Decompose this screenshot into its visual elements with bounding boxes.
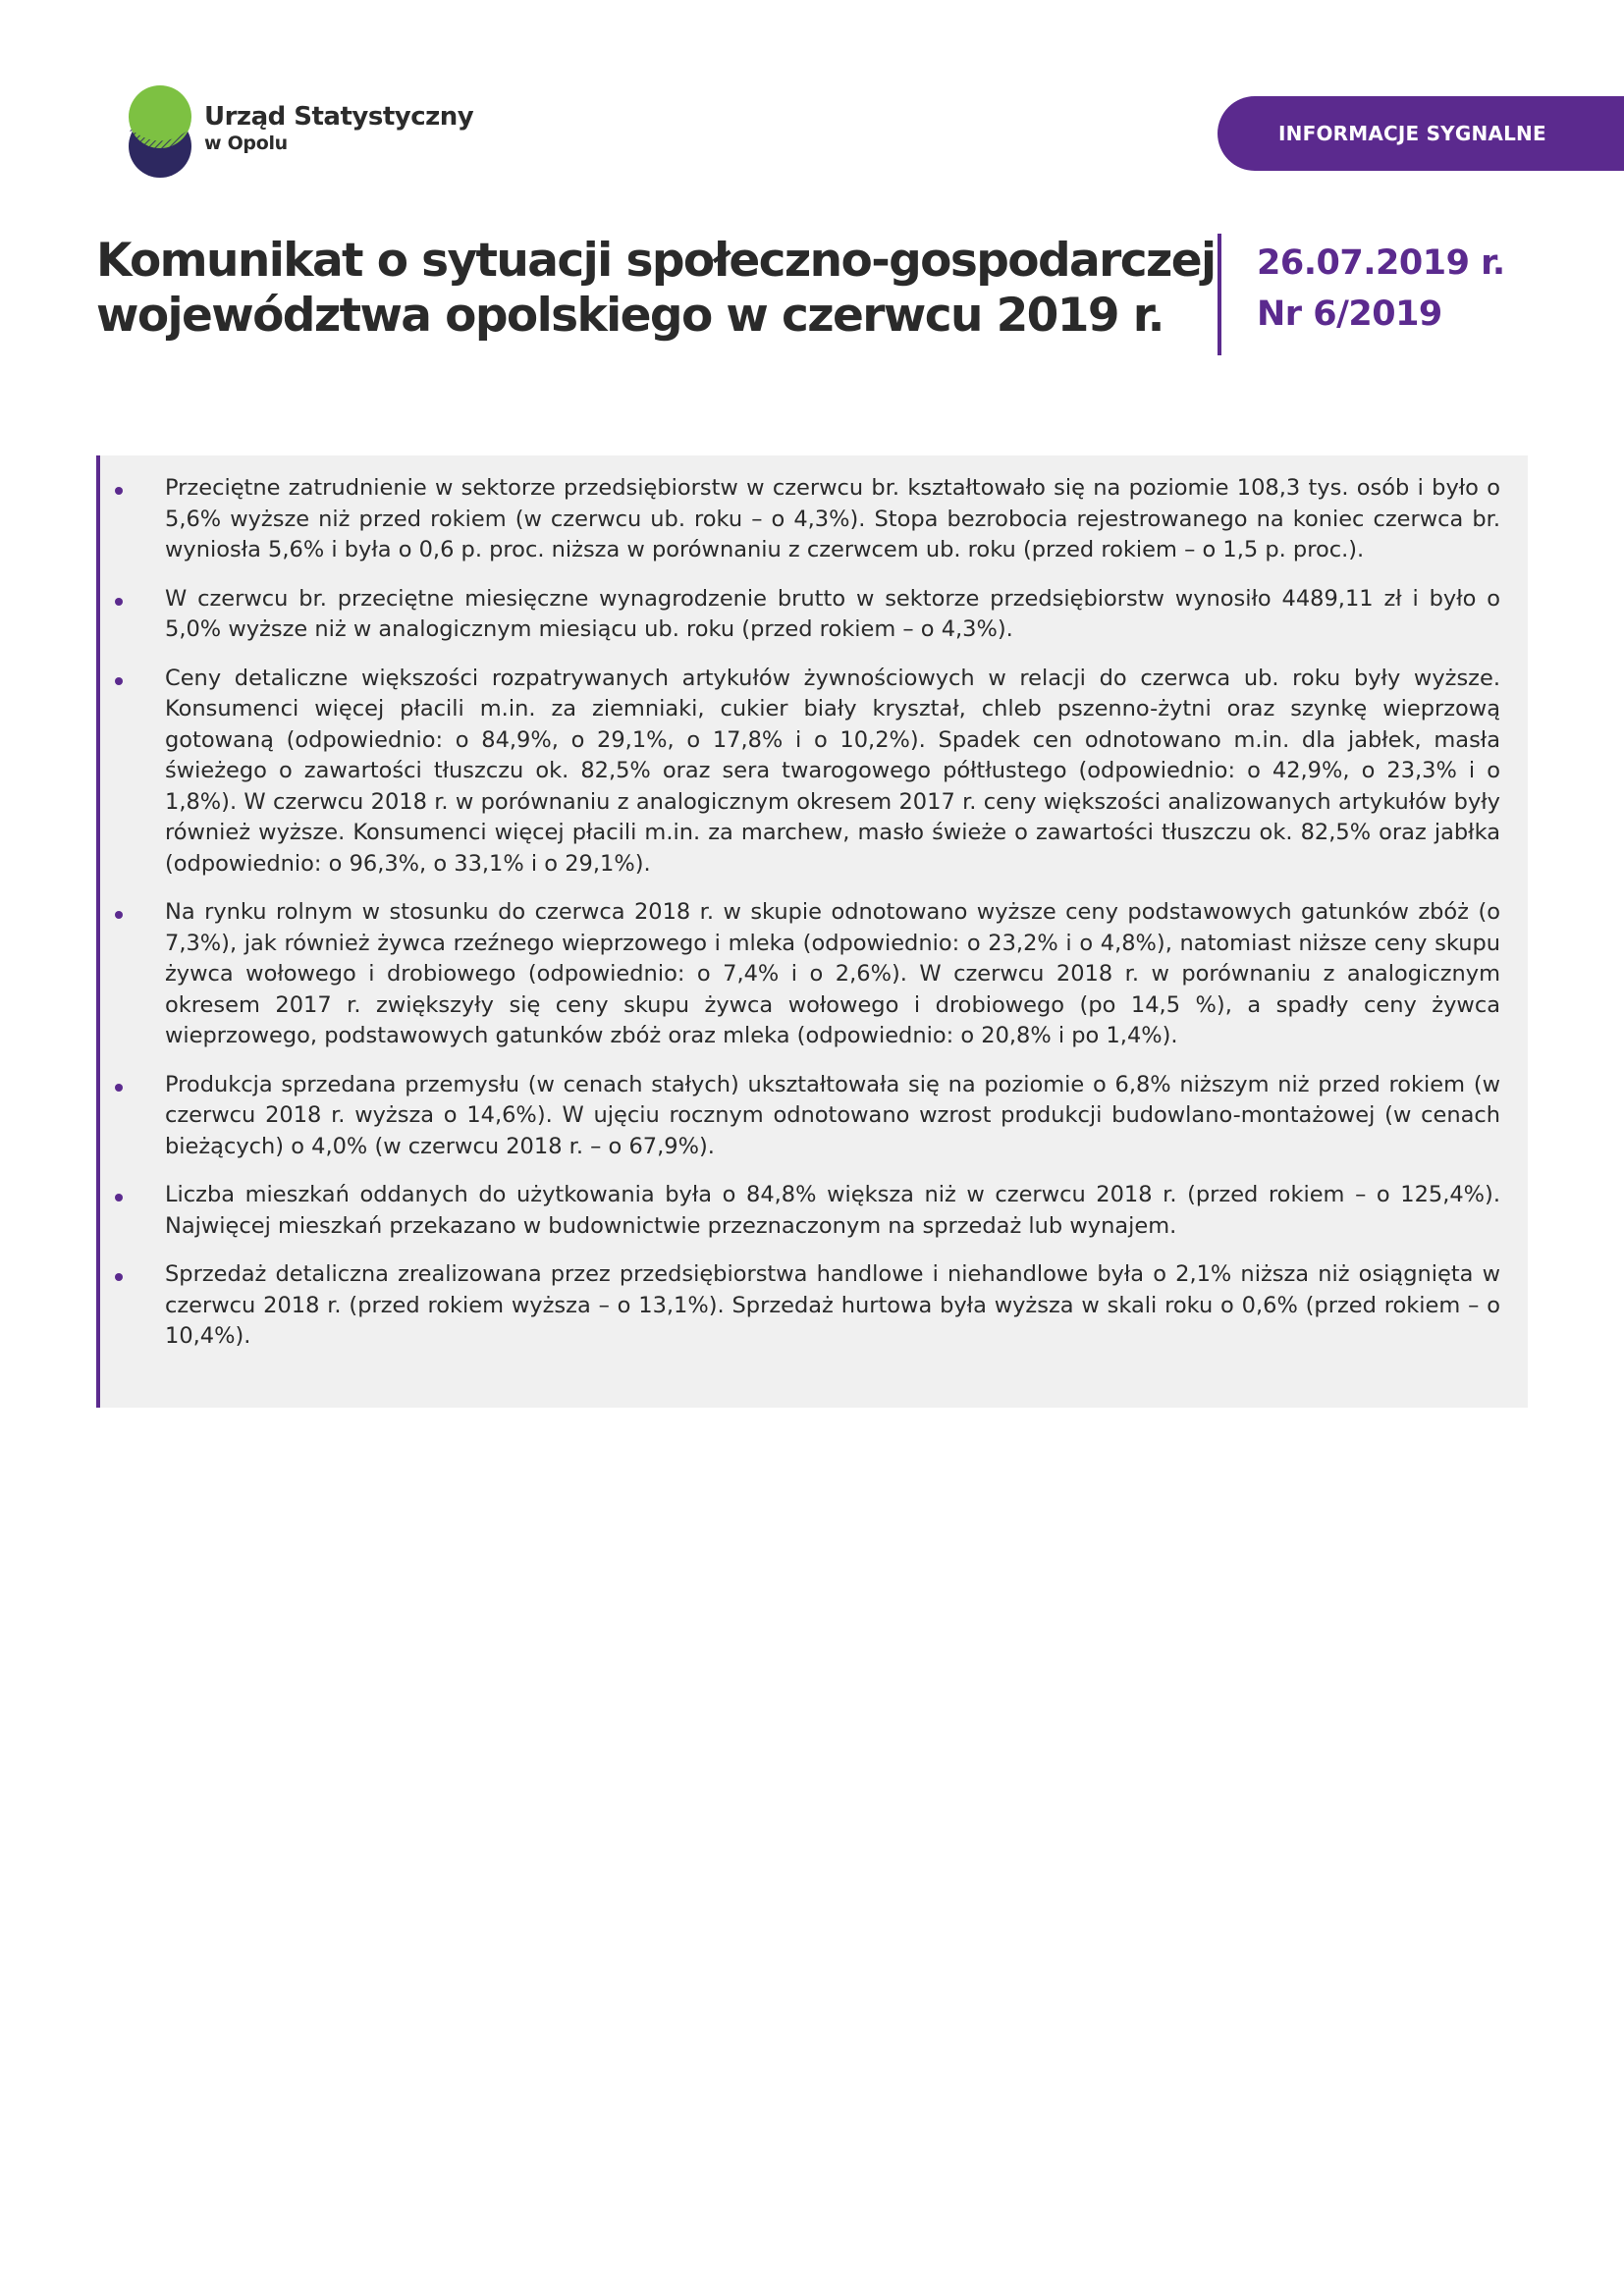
summary-item: Przeciętne zatrudnienie w sektorze przedsiębiorstw w czerwcu br. kształtowało się na poziomie 108,3 tys. osób i było o 5,6% wyższe niż przed rokiem (w czerwcu ub. roku – o 4,3%). Stopa bezrobocia rejestrowanego na koniec czerwca br. wyniosła 5,6% i była o 0,6 p. proc. niższa w porównaniu z czerwcem ub. roku (przed rokiem – o 1,5 p. proc.). <box>100 473 1500 566</box>
summary-item: Produkcja sprzedana przemysłu (w cenach stałych) ukształtowała się na poziomie o 6,8% niższym niż przed rokiem (w czerwcu 2018 r. wyższa o 14,6%). W ujęciu rocznym odnotowano wzrost produkcji budowlano-montażowej (w cenach bieżących) o 4,0% (w czerwcu 2018 r. – o 67,9%). <box>100 1070 1500 1163</box>
page-title-line2: województwa opolskiego w czerwcu 2019 r. <box>96 289 1164 343</box>
publication-number: Nr 6/2019 <box>1257 294 1442 334</box>
summary-box <box>96 455 1528 1408</box>
header-divider <box>1218 234 1221 355</box>
summary-item: Liczba mieszkań oddanych do użytkowania była o 84,8% większa niż w czerwcu 2018 r. (przed rokiem – o 125,4%). Najwięcej mieszkań przekazano w budownictwie przeznaczonym na sprzedaż lub wynajem. <box>100 1180 1500 1242</box>
summary-item: W czerwcu br. przeciętne miesięczne wynagrodzenie brutto w sektorze przedsiębiorstw wynosiło 4489,11 zł i było o 5,0% wyższe niż w analogicznym miesiącu ub. roku (przed rokiem – o 4,3%). <box>100 584 1500 646</box>
summary-item: Na rynku rolnym w stosunku do czerwca 2018 r. w skupie odnotowano wyższe ceny podstawowych gatunków zbóż (o 7,3%), jak również żywca rzeźnego wieprzowego i mleka (odpowiednio: o 23,2% i o 4,8%), natomiast niższe ceny skupu żywca wołowego i drobiowego (odpowiednio: o 7,4% i o 2,6%). W czerwcu 2018 r. w porównaniu z analogicznym okresem 2017 r. zwiększyły się ceny skupu żywca wołowego i drobiowego (po 14,5 %), a spadły ceny żywca wieprzowego, podstawowych gatunków zbóż oraz mleka (odpowiednio: o 20,8% i po 1,4%). <box>100 897 1500 1052</box>
summary-item: Ceny detaliczne większości rozpatrywanych artykułów żywnościowych w relacji do czerwca ub. roku były wyższe. Konsumenci więcej płacili m.in. za ziemniaki, cukier biały kryształ, chleb pszenno-żytni oraz szynkę wieprzową gotowaną (odpowiednio: o 84,9%, o 29,1%, o 17,8% i o 10,2%). Spadek cen odnotowano m.in. dla jabłek, masła świeżego o zawartości tłuszczu ok. 82,5% oraz sera twarogowego półtłustego (odpowiednio: o 42,9%, o 23,3% i o 1,8%). W czerwcu 2018 r. w porównaniu z analogicznym okresem 2017 r. ceny większości analizowanych artykułów były również wyższe. Konsumenci więcej płacili m.in. za marchew, masło świeże o zawartości tłuszczu ok. 82,5% oraz jabłka (odpowiednio: o 96,3%, o 33,1% i o 29,1%). <box>100 664 1500 881</box>
summary-item: Sprzedaż detaliczna zrealizowana przez przedsiębiorstwa handlowe i niehandlowe była o 2,1% niższa niż osiągnięta w czerwcu 2018 r. (przed rokiem wyższa – o 13,1%). Sprzedaż hurtowa była wyższa w skali roku o 0,6% (przed rokiem – o 10,4%). <box>100 1259 1500 1353</box>
publication-type-badge: INFORMACJE SYGNALNE <box>1218 96 1624 171</box>
summary-list <box>100 473 1500 1353</box>
office-logo-icon <box>128 84 192 179</box>
page-title <box>96 234 1216 344</box>
office-name-line1: Urząd Statystyczny <box>204 102 474 132</box>
office-name <box>204 102 473 155</box>
page-title-line1: Komunikat o sytuacji społeczno-gospodarczej <box>96 234 1216 288</box>
publication-date: 26.07.2019 r. <box>1257 243 1505 283</box>
office-name-line2: w Opolu <box>204 133 288 155</box>
